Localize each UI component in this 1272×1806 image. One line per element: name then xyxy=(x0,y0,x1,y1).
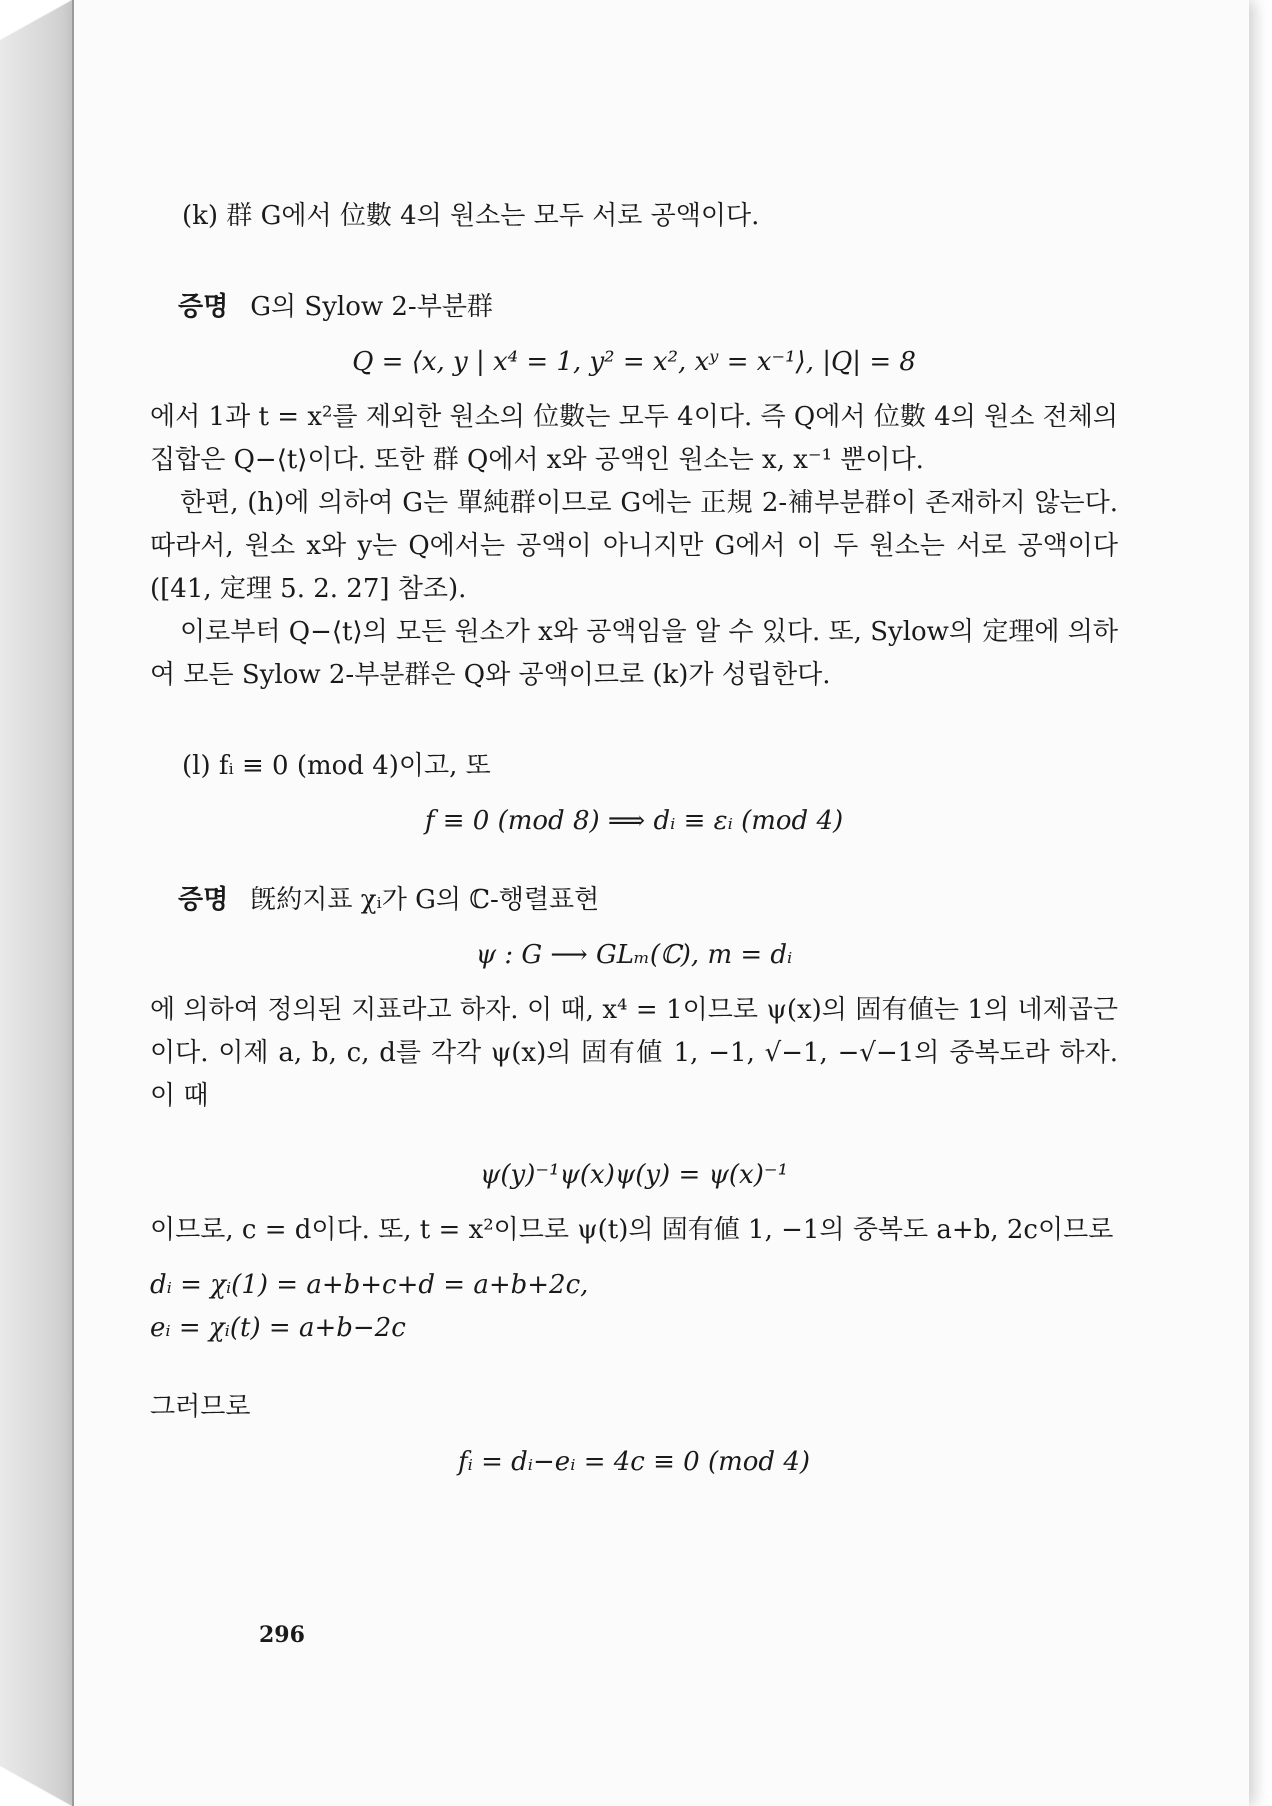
proof-k-intro-line xyxy=(150,286,1118,329)
statement-k: (k) 群 G에서 位數 4의 원소는 모두 서로 공액이다. xyxy=(182,201,760,231)
proof-k-paragraph-2: 한편, (h)에 의하여 G는 單純群이므로 G에는 正規 2-補부분群이 존재하지 않는다. 따라서, 원소 x와 y는 Q에서는 공액이 아니지만 G에서 이 두 원소는 서로 공액이다([41, 定理 5. 2. 27] 참조). xyxy=(150,488,1118,604)
spine-fold-top xyxy=(0,0,72,40)
proof-k-intro: G의 Sylow 2-부분群 xyxy=(250,292,493,322)
spine-fold-bottom xyxy=(0,1766,72,1806)
proof-l-equation-4: eᵢ = χᵢ(t) = a+b−2c xyxy=(150,1313,406,1343)
proof-l-intro: 旣約지표 χᵢ가 G의 ℂ-행렬표현 xyxy=(250,885,600,915)
proof-l-intro-line xyxy=(150,879,1118,922)
statement-l-equation: f ≡ 0 (mod 8) ⟹ dᵢ ≡ εᵢ (mod 4) xyxy=(424,806,844,836)
proof-l-label: 증명 xyxy=(178,885,229,915)
proof-l-equation-2: ψ(y)⁻¹ψ(x)ψ(y) = ψ(x)⁻¹ xyxy=(479,1160,788,1190)
proof-k-equation: Q = ⟨x, y | x⁴ = 1, y² = x², xʸ = x⁻¹⟩, |Q| = 8 xyxy=(352,347,916,377)
proof-l-paragraph-1: 에 의하여 정의된 지표라고 하자. 이 때, x⁴ = 1이므로 ψ(x)의 固有値는 1의 네제곱근이다. 이제 a, b, c, d를 각각 ψ(x)의 固有値 1, −1, √−1, −√−1의 중복도라 하자. 이 때 xyxy=(150,995,1118,1111)
page-number: 296 xyxy=(259,1622,305,1648)
proof-l-equation-1: ψ : G ⟶ GLₘ(ℂ), m = dᵢ xyxy=(475,940,793,970)
page-content xyxy=(150,195,1118,1484)
proof-k-paragraph-3: 이로부터 Q−⟨t⟩의 모든 원소가 x와 공액임을 알 수 있다. 또, Sylow의 定理에 의하여 모든 Sylow 2-부분群은 Q와 공액이므로 (k)가 성립한다. xyxy=(150,617,1118,690)
proof-k-paragraph-1: 에서 1과 t = x²를 제외한 원소의 位數는 모두 4이다. 즉 Q에서 位數 4의 원소 전체의 집합은 Q−⟨t⟩이다. 또한 群 Q에서 x와 공액인 원소는 x, x⁻¹ 뿐이다. xyxy=(150,402,1118,475)
proof-l-conclusion: 그러므로 xyxy=(150,1392,251,1422)
proof-l-paragraph-2: 이므로, c = d이다. 또, t = x²이므로 ψ(t)의 固有値 1, −1의 중복도 a+b, 2c이므로 xyxy=(150,1215,1114,1245)
book-spine-edge xyxy=(0,0,72,1806)
statement-l: (l) fᵢ ≡ 0 (mod 4)이고, 또 xyxy=(182,751,491,781)
proof-l-equation-5: fᵢ = dᵢ−eᵢ = 4c ≡ 0 (mod 4) xyxy=(457,1447,811,1477)
proof-k-label: 증명 xyxy=(178,292,229,322)
proof-l-equation-3: dᵢ = χᵢ(1) = a+b+c+d = a+b+2c, xyxy=(150,1270,589,1300)
